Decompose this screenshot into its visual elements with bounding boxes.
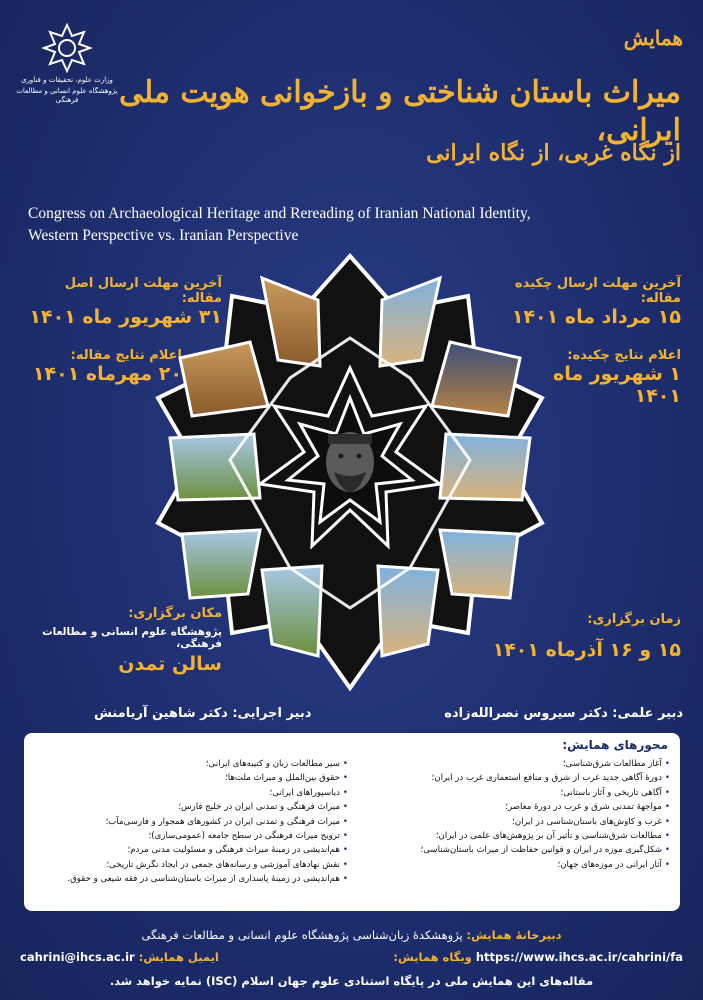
abstract-results-value: ۱ شهریور ماه ۱۴۰۱	[553, 363, 681, 407]
event-time-label: زمان برگزاری:	[587, 612, 681, 627]
topic-item: • هم‌اندیشی در زمینهٔ میراث فرهنگی و مسئولیت مدنی مردم؛	[38, 843, 348, 857]
topics-right-list	[360, 757, 670, 872]
topic-item: • آغاز مطالعات شرق‌شناسی؛	[360, 757, 670, 771]
topic-item: • میراث فرهنگی و تمدنی ایران در خلیج فارس؛	[38, 800, 348, 814]
scientific-secretary: دبیر علمی: دکتر سیروس نصرالله‌زاده	[444, 706, 683, 721]
english-title-line1: Congress on Archaeological Heritage and Rereading of Iranian National Identity,	[28, 205, 531, 222]
venue-institute: پژوهشگاه علوم انسانی و مطالعات فرهنگی،	[42, 626, 222, 650]
paper-results-value: ۲۰ مهرماه ۱۴۰۱	[32, 363, 182, 385]
secretariat-value: پژوهشکدهٔ زبان‌شناسی پژوهشگاه علوم انسانی و مطالعات فرهنگی	[141, 928, 463, 942]
topics-box	[24, 733, 680, 911]
executive-secretary: دبیر اجرایی: دکتر شاهین آریامنش	[94, 706, 312, 721]
persian-title: میراث باستان شناختی و بازخوانی هویت ملی ایرانی،	[118, 75, 681, 148]
paper-results-label: اعلام نتایج مقاله:	[70, 348, 182, 363]
full-paper-deadline-value: ۳۱ شهریور ماه ۱۴۰۱	[29, 306, 222, 328]
topic-item: • غرب و کاوش‌های باستان‌شناسی در ایران؛	[360, 815, 670, 829]
topic-item: • سیر مطالعات زبان و کتیبه‌های ایرانی؛	[38, 757, 348, 771]
topic-item: • شکل‌گیری موزه در ایران و قوانین حفاظت از میراث باستان‌شناسی؛	[360, 843, 670, 857]
logo-caption-line2: پژوهشگاه علوم انسانی و مطالعات فرهنگی	[16, 87, 118, 104]
website-label: وبگاه همایش:	[393, 950, 472, 964]
indexing-note: مقاله‌های این همایش ملی در پایگاه استنادی علوم جهان اسلام (ISC) نمایه خواهد شد.	[109, 974, 594, 988]
topic-item: • دیاسپوراهای ایرانی؛	[38, 786, 348, 800]
secretariat-label: دبیرخانهٔ همایش:	[466, 928, 562, 942]
email-link[interactable]: cahrini@ihcs.ac.ir	[20, 950, 135, 964]
topics-title: محورهای همایش:	[562, 738, 668, 752]
english-title	[28, 203, 688, 247]
persian-subtitle: از نگاه غربی، از نگاه ایرانی	[426, 140, 681, 166]
topic-item: • مواجههٔ تمدنی شرق و غرب در دورهٔ معاصر؛	[360, 800, 670, 814]
event-time-value: ۱۵ و ۱۶ آذرماه ۱۴۰۱	[492, 639, 681, 661]
topic-item: • هم‌اندیشی در زمینهٔ پاسداری از میراث باستان‌شناسی در فقه شیعی و حقوق.	[38, 872, 348, 886]
english-title-line2: Western Perspective vs. Iranian Perspective	[28, 227, 299, 244]
venue-hall: سالن تمدن	[118, 653, 222, 675]
statue-face-icon	[326, 432, 374, 492]
website-link[interactable]: https://www.ihcs.ac.ir/cahrini/fa	[475, 950, 683, 964]
topics-left-list	[38, 757, 348, 887]
topic-item: • نقش نهادهای آموزشی و رسانه‌های جمعی در ایجاد نگرش تاریخی؛	[38, 858, 348, 872]
topic-item: • میراث فرهنگی و تمدنی ایران در کشورهای همجوار و فارسی‌مآب؛	[38, 815, 348, 829]
logo-caption-line1: وزارت علوم، تحقیقات و فناوری	[21, 76, 113, 84]
institute-emblem-icon	[41, 22, 93, 74]
topic-item: • حقوق بین‌الملل و میراث ملت‌ها؛	[38, 771, 348, 785]
full-paper-deadline-label: آخرین مهلت ارسال اصل مقاله:	[64, 276, 222, 306]
venue-label: مکان برگزاری:	[128, 606, 222, 621]
topics-right-column	[360, 757, 670, 872]
email-block	[20, 950, 219, 964]
secretariat-line	[0, 928, 703, 942]
topic-item: • آثار ایرانی در موزه‌های جهان؛	[360, 858, 670, 872]
photo-tile-church	[440, 530, 518, 598]
photo-tile-mausoleum	[378, 566, 438, 656]
topic-item: • دورهٔ آگاهی جدید غرب از شرق و منافع استعماری غرب در ایران؛	[360, 771, 670, 785]
abstract-deadline-label: آخرین مهلت ارسال چکیده مقاله:	[514, 276, 681, 306]
abstract-deadline-value: ۱۵ مرداد ماه ۱۴۰۱	[511, 306, 681, 328]
abstract-results-label: اعلام نتایج چکیده:	[567, 348, 681, 363]
photo-tile-tower	[262, 566, 322, 656]
topic-item: • ترویج میراث فرهنگی در سطح جامعه (عمومی‌سازی)؛	[38, 829, 348, 843]
contact-row	[20, 950, 683, 968]
topic-item: • مطالعات شرق‌شناسی و تأثیر آن بر پژوهش‌های علمی در ایران؛	[360, 829, 670, 843]
email-label: ایمیل همایش:	[138, 950, 219, 964]
congress-word: همایش	[623, 26, 683, 50]
girih-ornament	[150, 248, 550, 698]
topic-item: • آگاهی تاریخی و آثار باستانی؛	[360, 786, 670, 800]
website-block	[393, 950, 683, 964]
photo-tile-square	[182, 530, 260, 598]
topics-left-column	[38, 757, 348, 887]
